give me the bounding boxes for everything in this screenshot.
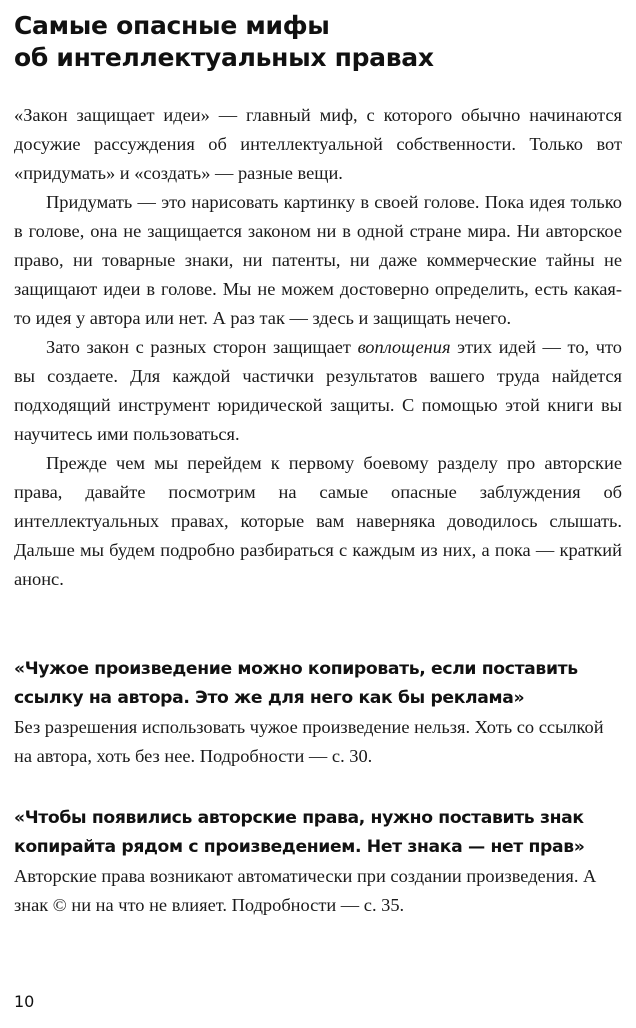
myth-text-1: Без разрешения использовать чужое произведение нельзя. Хоть со ссылкой на автора, хоть без нее. Подробности — с. 30. <box>14 717 604 766</box>
myth-heading-1-line-1: «Чужое произведение можно копировать, если поставить <box>14 659 578 679</box>
myth-heading-2-line-2: копирайта рядом с произведением. Нет знака — нет прав» <box>14 837 585 857</box>
myth-heading-1-line-2: ссылку на автора. Это же для него как бы реклама» <box>14 688 525 708</box>
intro-paragraph-4: Прежде чем мы перейдем к первому боевому разделу про авторские права, давайте посмотрим на самые опасные заблуждения об интеллектуальных правах, которые вам наверняка доводилось слышать. Дальше мы будем подробно разбираться с каждым из них, а пока — краткий анонс. <box>14 453 622 589</box>
myth-block-2 <box>14 804 622 920</box>
intro-paragraph-2: Придумать — это нарисовать картинку в своей голове. Пока идея только в голове, она не защищается законом ни в одной стране мира. Ни авторское право, ни товарные знаки, ни патенты, ни даже коммерческие тайны не защищают идеи в голове. Мы не можем достоверно определить, есть какая-то идея у автора или нет. А раз так — здесь и защищать нечего. <box>14 192 622 328</box>
myth-text-2: Авторские права возникают автоматически при создании произведения. А знак © ни на что не влияет. Подробности — с. 35. <box>14 866 597 915</box>
page-number: 10 <box>14 992 35 1011</box>
page-title <box>14 10 622 74</box>
myth-heading-2-line-1: «Чтобы появились авторские права, нужно поставить знак <box>14 808 584 828</box>
intro-paragraph-3-end: этих идей — то, что вы создаете. Для каждой частички результатов вашего труда найдется подходящий инструмент юридической защиты. С помощью этой книги вы научитесь ими пользоваться. <box>14 337 622 444</box>
intro-section <box>14 101 622 594</box>
intro-paragraph-3-emphasis: воплощения <box>357 337 451 357</box>
book-page <box>14 0 622 1028</box>
intro-paragraph-1: «Закон защищает идеи» — главный миф, с которого обычно начинаются досужие рассуждения об интеллектуальной собственности. Только вот «придумать» и «создать» — разные вещи. <box>14 105 622 183</box>
page-title-line-2: об интеллектуальных правах <box>14 43 434 72</box>
myth-heading-2 <box>14 804 622 862</box>
intro-paragraph-3 <box>14 333 622 449</box>
myth-heading-1 <box>14 655 622 713</box>
myth-block-1 <box>14 655 622 771</box>
intro-paragraph-3-start: Зато закон с разных сторон защищает <box>46 337 358 357</box>
page-title-line-1: Самые опасные мифы <box>14 11 330 40</box>
